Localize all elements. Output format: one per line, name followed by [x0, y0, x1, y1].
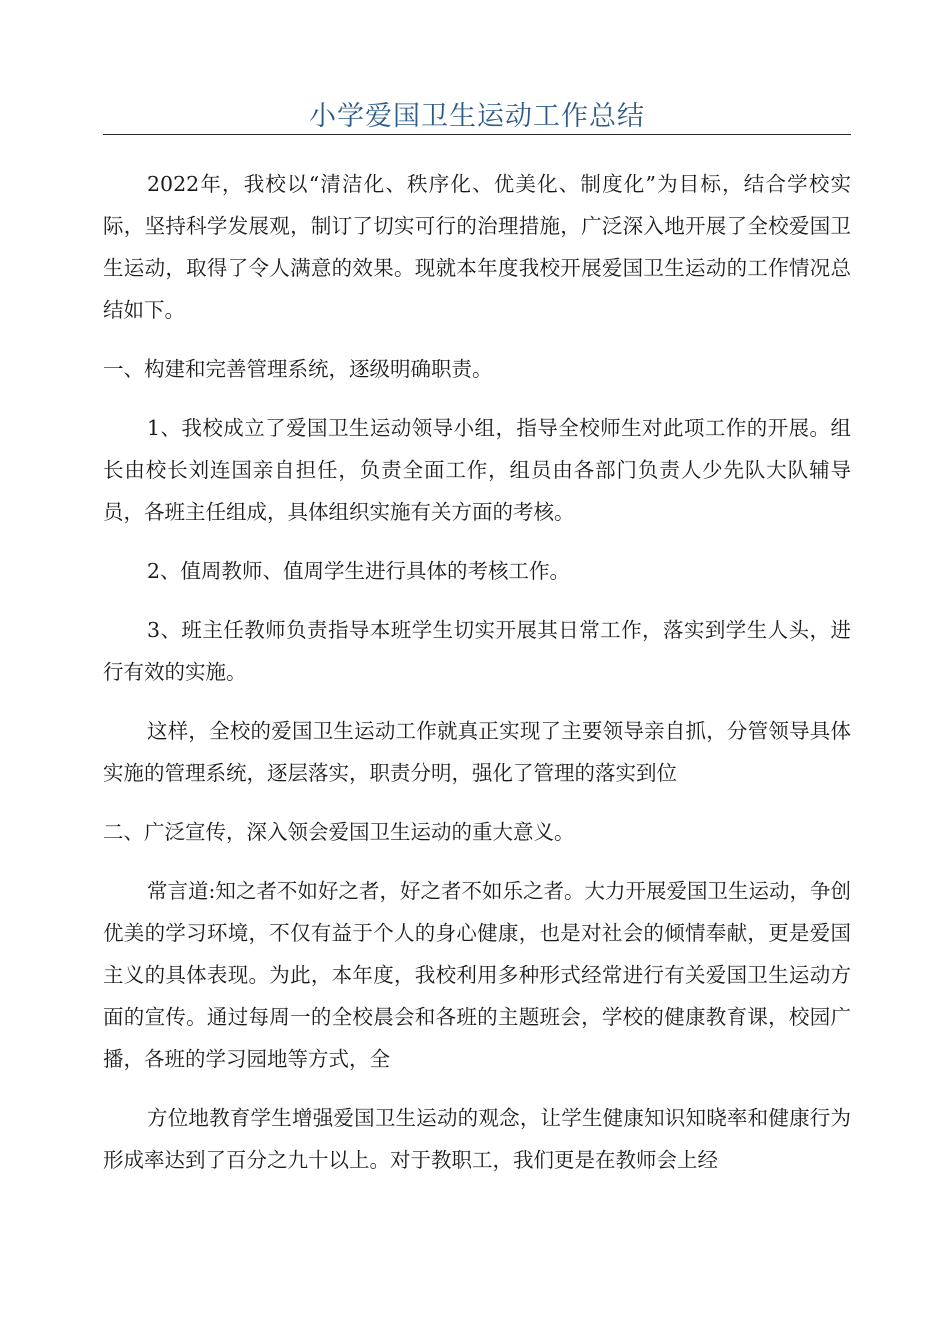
document-title: 小学爱国卫生运动工作总结 — [309, 101, 645, 132]
paragraph-item-3: 3、班主任教师负责指导本班学生切实开展其日常工作，落实到学生人头，进行有效的实施。 — [103, 618, 851, 684]
paragraph-intro: 2022年，我校以“清洁化、秩序化、优美化、制度化”为目标，结合学校实际，坚持科学发展观，制订了切实可行的治理措施，广泛深入地开展了全校爱国卫生运动，取得了令人满意的效果。现就本年度我校开展爱国卫生运动的工作情况总结如下。 — [103, 172, 851, 322]
paragraph-section-2: 常言道:知之者不如好之者，好之者不如乐之者。大力开展爱国卫生运动，争创优美的学习环境，不仅有益于个人的身心健康，也是对社会的倾情奉献，更是爱国主义的具体表现。为此，本年度，我校利用多种形式经常进行有关爱国卫生运动方面的宣传。通过每周一的全校晨会和各班的主题班会，学校的健康教育课，校园广播，各班的学习园地等方式，全 — [103, 879, 851, 1071]
section-heading-1: 一、构建和完善管理系统，逐级明确职责。 — [103, 357, 493, 381]
document-body — [103, 163, 851, 1181]
title-block — [103, 98, 851, 135]
paragraph-summary-1: 这样，全校的爱国卫生运动工作就真正实现了主要领导亲自抓，分管领导具体实施的管理系统，逐层落实，职责分明，强化了管理的落实到位 — [103, 719, 851, 785]
paragraph-item-1: 1、我校成立了爱国卫生运动领导小组，指导全校师生对此项工作的开展。组长由校长刘连国亲自担任，负责全面工作，组员由各部门负责人少先队大队辅导员，各班主任组成，具体组织实施有关方面的考核。 — [103, 416, 851, 524]
section-heading-2: 二、广泛宣传，深入领会爱国卫生运动的重大意义。 — [103, 820, 575, 844]
paragraph-section-2-cont: 方位地教育学生增强爱国卫生运动的观念，让学生健康知识知晓率和健康行为形成率达到了百分之九十以上。对于教职工，我们更是在教师会上经 — [103, 1106, 851, 1172]
paragraph-item-2: 2、值周教师、值周学生进行具体的考核工作。 — [147, 559, 571, 583]
